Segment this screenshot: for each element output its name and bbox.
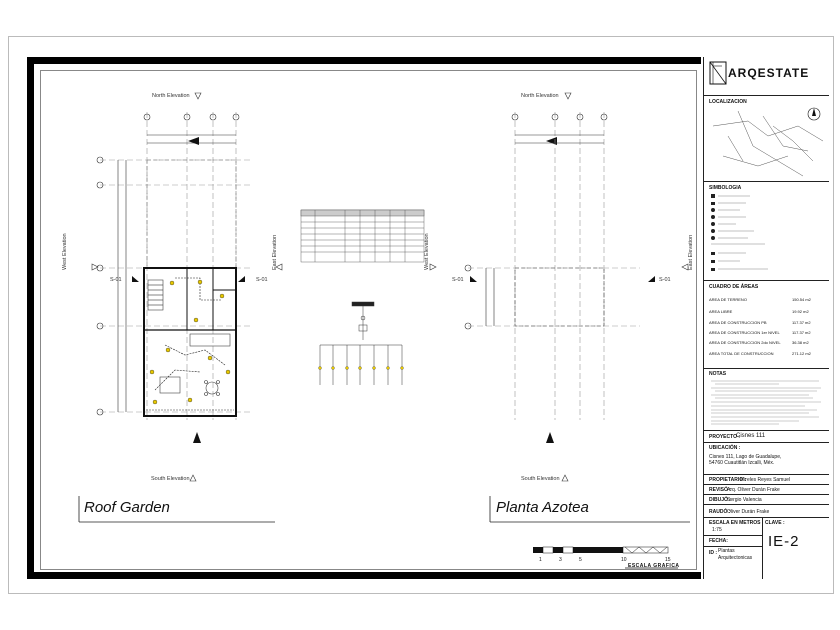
south-elevation-label-left: South Elevation <box>151 476 190 482</box>
id-value: Plantas Arquitectonicas <box>718 548 753 561</box>
scale-tick-10: 10 <box>621 557 627 563</box>
escala-label: ESCALA EN METROS <box>709 520 761 526</box>
tb-divider <box>703 484 829 485</box>
north-elevation-label-right: North Elevation <box>521 93 559 99</box>
tb-divider <box>703 535 762 536</box>
area-value: 36.38 m2 <box>792 340 809 345</box>
area-label: AREA DE CONSTRUCCION 2do NIVEL <box>709 340 781 345</box>
fecha-label: FECHA: <box>709 538 728 544</box>
tb-divider <box>703 546 762 547</box>
scale-tick-5: 5 <box>579 557 582 563</box>
scale-bar-label: ESCALA GRAFICA <box>628 563 680 569</box>
reviso-value: Arq. Oliver Durán Frake <box>727 487 780 493</box>
tb-divider <box>703 504 829 505</box>
scale-tick-3: 3 <box>559 557 562 563</box>
reviso-label: REVISÓ : <box>709 487 731 493</box>
area-value: 117.37 m2 <box>792 330 811 335</box>
view-title-planta-azotea: Planta Azotea <box>496 499 589 516</box>
clave-label: CLAVE : <box>765 520 785 526</box>
area-label: AREA TOTAL DE CONSTRUCCION <box>709 351 774 356</box>
tb-divider <box>703 442 829 443</box>
section-s01-right-a: S-01 <box>452 277 464 283</box>
area-label: AREA DE CONSTRUCCION 1er NIVEL <box>709 330 780 335</box>
west-elevation-label-left: West Elevation <box>62 233 68 270</box>
area-label: AREA DE CONSTRUCCION PB <box>709 320 767 325</box>
area-value: 150.54 m2 <box>792 297 811 302</box>
ubicacion-value: Cisnes 111, Lago de Guadalupe, 54760 Cuautitlán Izcalli, Méx. <box>709 454 782 466</box>
tb-divider <box>703 494 829 495</box>
west-elevation-label-right: West Elevation <box>424 233 430 270</box>
location-map <box>708 106 826 180</box>
scale-tick-15: 15 <box>665 557 671 563</box>
raudo-value: Oliver Durán Frake <box>727 509 770 515</box>
tb-divider <box>703 181 829 182</box>
raudo-label: RAUDÓ : <box>709 509 731 515</box>
section-s01-left-b: S-01 <box>256 277 268 283</box>
propietario-value: Mireles Reyes Samuel <box>740 477 791 483</box>
area-label: AREA DE TERRENO <box>709 297 747 302</box>
north-elevation-label-left: North Elevation <box>152 93 190 99</box>
cuadro-areas-heading: CUADRO DE ÁREAS <box>709 284 759 290</box>
tb-divider <box>703 368 829 369</box>
area-value: 117.37 m2 <box>792 320 811 325</box>
east-elevation-label-right: East Elevation <box>688 234 694 270</box>
proyecto-value: Cisnes 111 <box>736 433 766 439</box>
south-elevation-label-right: South Elevation <box>521 476 560 482</box>
ubicacion-label: UBICACIÓN : <box>709 445 741 451</box>
tb-divider <box>703 474 829 475</box>
east-elevation-label-left: East Elevation <box>272 234 278 270</box>
propietario-label: PROPIETARIO : <box>709 477 747 483</box>
localizacion-heading: LOCALIZACION <box>709 99 747 105</box>
logo-text: ARQESTATE <box>728 66 810 80</box>
notes-text <box>709 378 825 428</box>
area-label: AREA LIBRE <box>709 309 733 314</box>
section-s01-left-a: S-01 <box>110 277 122 283</box>
area-value: 19.92 m2 <box>792 309 809 314</box>
tb-divider <box>703 430 829 431</box>
proyecto-label: PROYECTO : <box>709 434 741 440</box>
tb-divider <box>703 280 829 281</box>
escala-value: 1:75 <box>712 527 722 533</box>
scale-tick-1: 1 <box>539 557 542 563</box>
notas-heading: NOTAS <box>709 371 727 377</box>
dibujo-value: Sergio Valencia <box>727 497 762 503</box>
simbologia-heading: SIMBOLOGIA <box>709 185 742 191</box>
section-s01-right-b: S-01 <box>659 277 671 283</box>
area-value: 271.12 m2 <box>792 351 811 356</box>
view-title-roof-garden: Roof Garden <box>84 499 170 516</box>
id-label: ID : <box>709 550 718 556</box>
tb-divider <box>703 517 829 518</box>
tb-vertical-divider <box>762 517 763 579</box>
dibujo-label: DIBUJÓ : <box>709 497 731 503</box>
clave-value: IE-2 <box>768 533 800 550</box>
tb-divider <box>703 95 829 96</box>
symbol-legend <box>710 192 770 278</box>
